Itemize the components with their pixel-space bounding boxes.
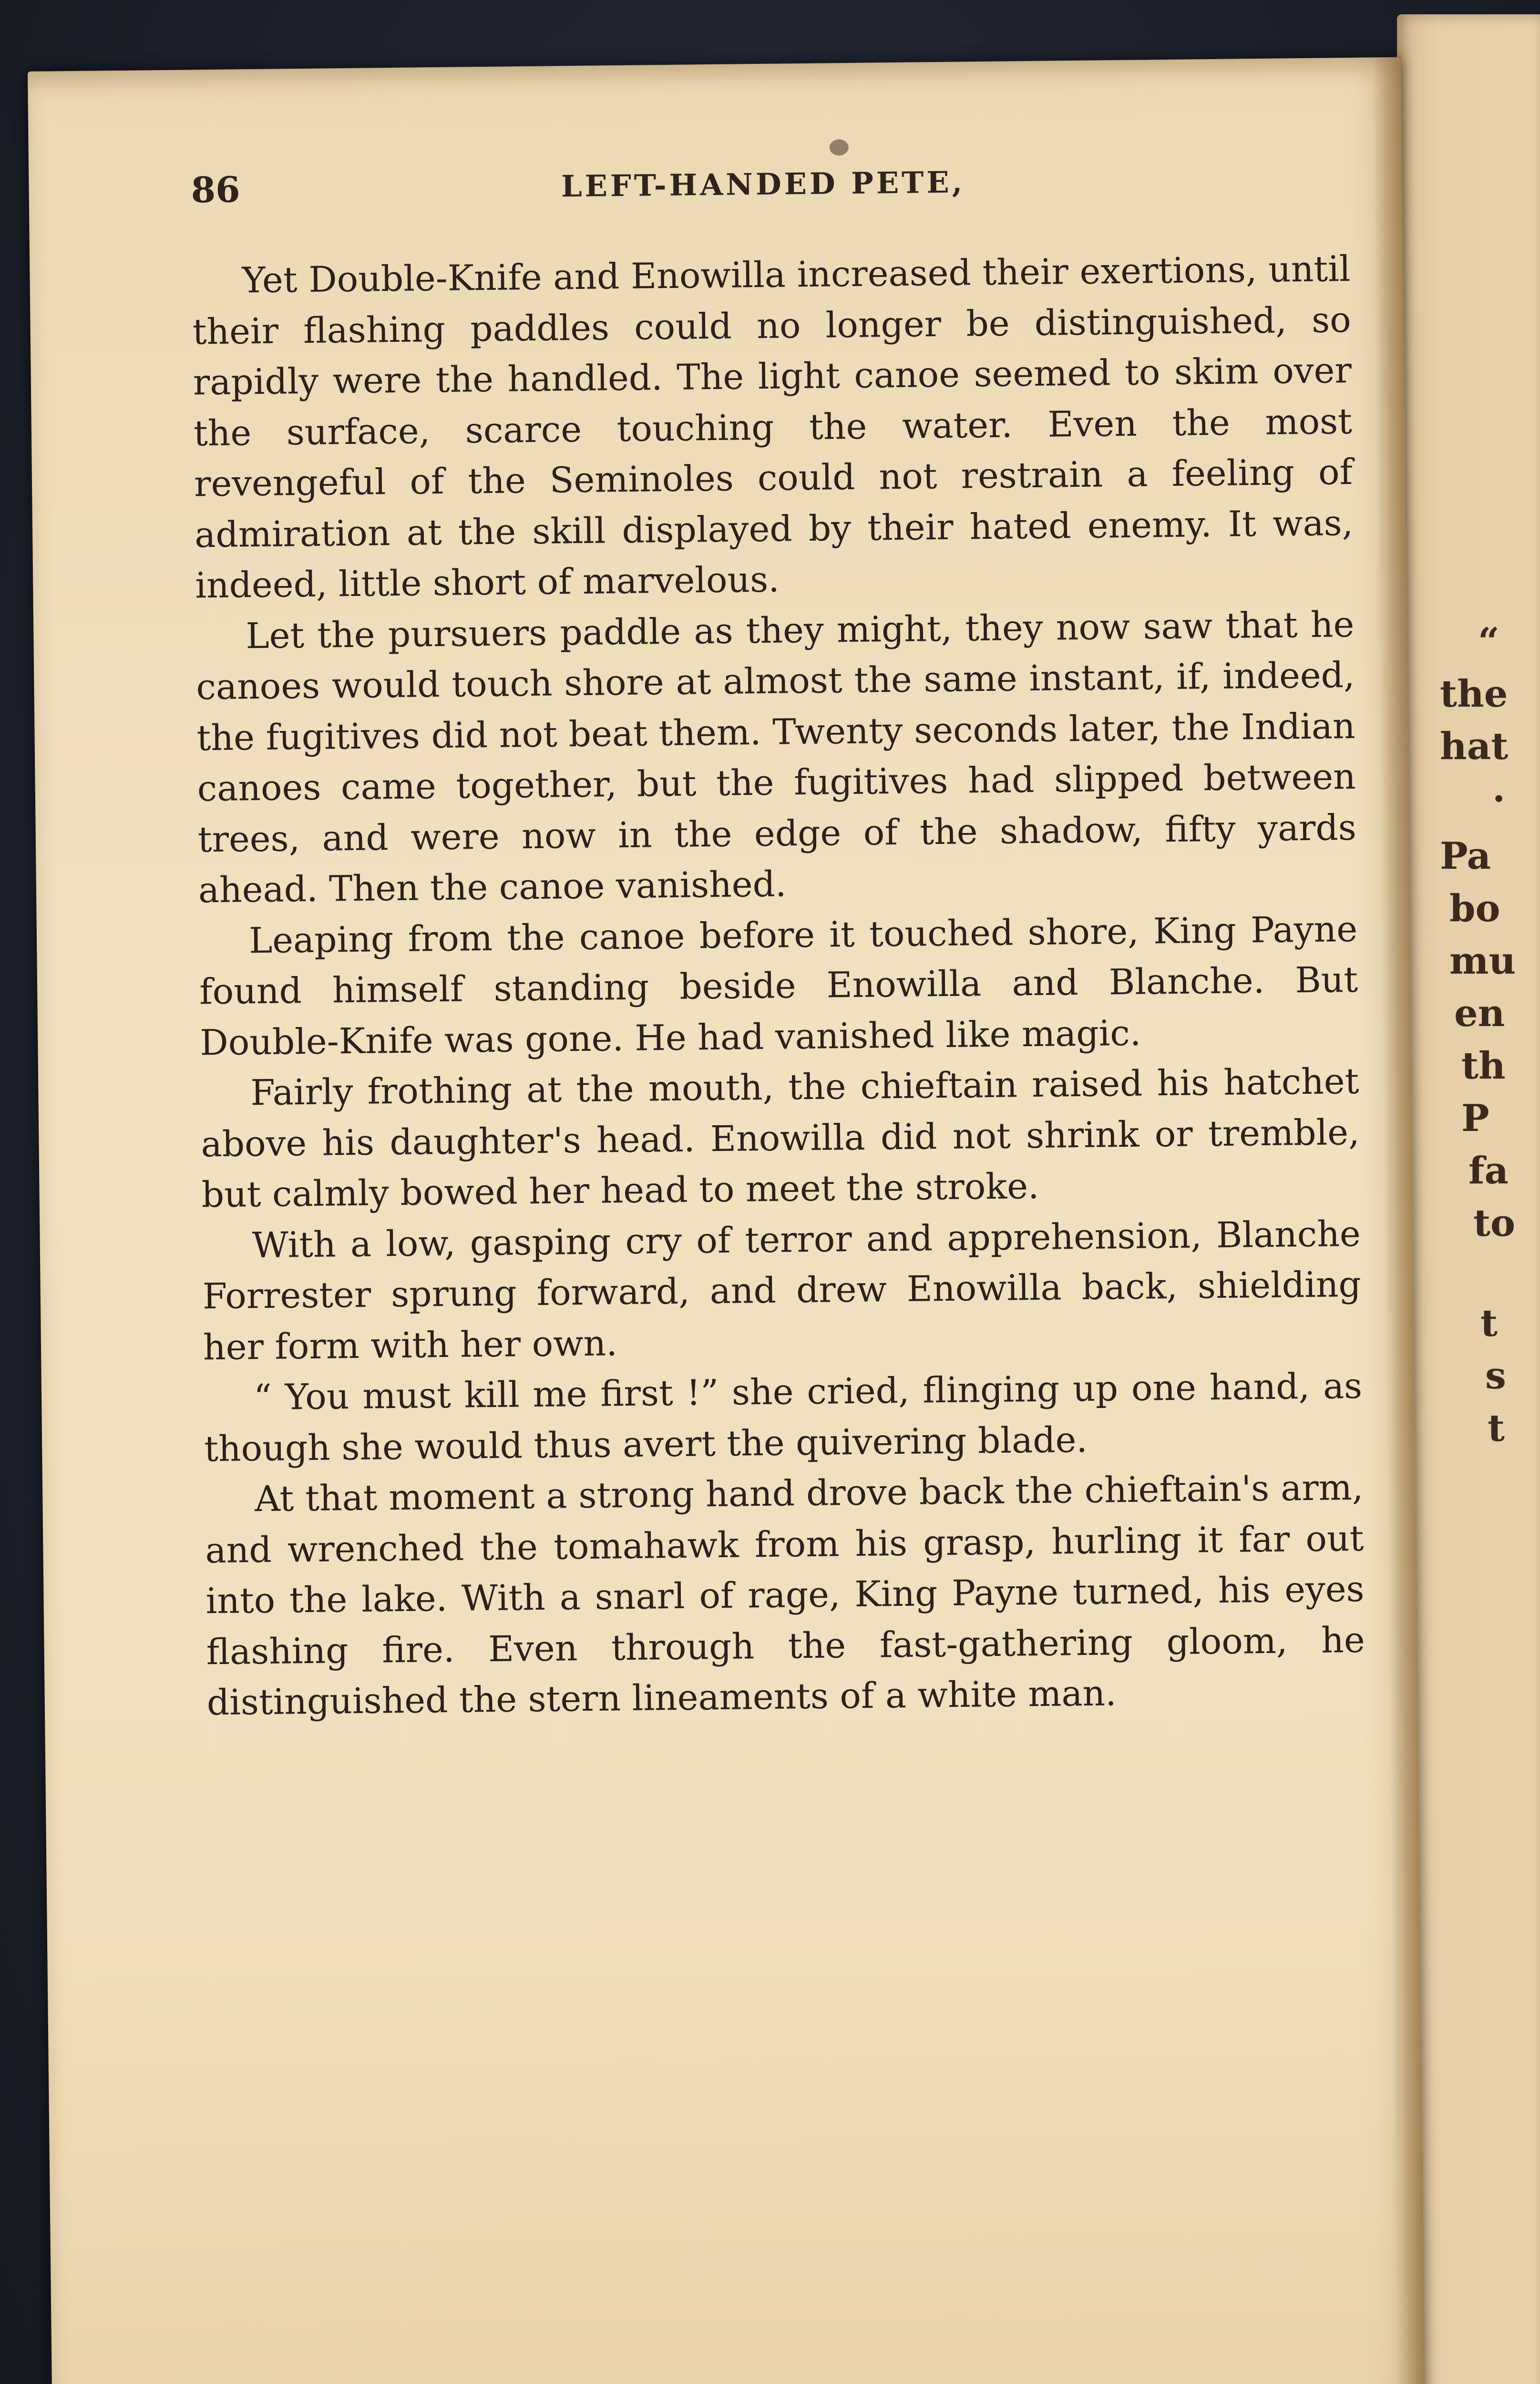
body-text [192, 244, 1365, 1728]
next-page-fragment: s [1485, 1354, 1506, 1398]
book-page [28, 57, 1427, 2384]
paragraph: Yet Double-Knife and Enowilla increased their exertions, until their flashing paddles could no longer be distinguished, so rapidly were the handled. The light canoe seemed to skim over the surface, scarce touching the water. Even the most revengeful of the Seminoles could not restrain a feeling of admiration at the skill displayed by their hated enemy. It was, indeed, little short of marvelous. [192, 248, 1354, 606]
next-page-fragment: mu [1449, 939, 1516, 983]
next-page-fragment: to [1473, 1202, 1516, 1245]
next-page-fragment: en [1454, 992, 1505, 1035]
ink-blot [830, 139, 849, 155]
next-page-fragment: bo [1449, 887, 1500, 930]
next-page-fragment: the [1440, 672, 1508, 716]
next-page-fragment: fa [1468, 1149, 1509, 1192]
paragraph: Let the pursuers paddle as they might, they now saw that he canoes would touch shore at almost the same instant, if, indeed, the fugitives did not beat them. Twenty seconds later, the Indian canoes came together, but the fugitives had slipped between trees, and were now in the edge of the shadow, fifty yards ahead. Then the canoe vanished. [196, 604, 1357, 911]
paragraph: Leaping from the canoe before it touched shore, King Payne found himself standing beside Enowilla and Blanche. But Double-Knife was gone. He had vanished like magic. [199, 908, 1358, 1063]
next-page-fragment: P [1461, 1097, 1489, 1140]
next-page-fragment: t [1488, 1407, 1505, 1450]
next-page-fragment: t [1480, 1302, 1498, 1345]
paragraph: “ You must kill me first !” she cried, flinging up one hand, as though she would thus avert the quivering blade. [204, 1365, 1363, 1469]
paragraph: With a low, gasping cry of terror and apprehension, Blanche Forrester sprung forward, and drew Enowilla back, shielding her form with her own. [202, 1213, 1362, 1368]
page-header [191, 158, 1335, 227]
next-page-fragment: “ [1478, 620, 1499, 663]
next-page-fragment: th [1461, 1044, 1506, 1088]
next-page-fragment: Pa [1440, 834, 1491, 878]
paragraph: Fairly frothing at the mouth, the chieftain raised his hatchet above his daughter's head. Enowilla did not shrink or tremble, but calmly bowed her head to meet the stroke. [201, 1060, 1360, 1216]
page-number: 86 [191, 169, 241, 211]
next-page-fragment: hat [1440, 725, 1509, 768]
paragraph: At that moment a strong hand drove back the chieftain's arm, and wrenched the tomahawk from his grasp, hurling it far out into the lake. With a snarl of rage, King Payne turned, his eyes flashing fire. Even through the fast-gathering gloom, he distinguished the stern lineaments of a white man. [205, 1467, 1365, 1724]
next-page-fragment: · [1492, 777, 1506, 821]
running-head: LEFT-HANDED PETE, [561, 164, 965, 204]
